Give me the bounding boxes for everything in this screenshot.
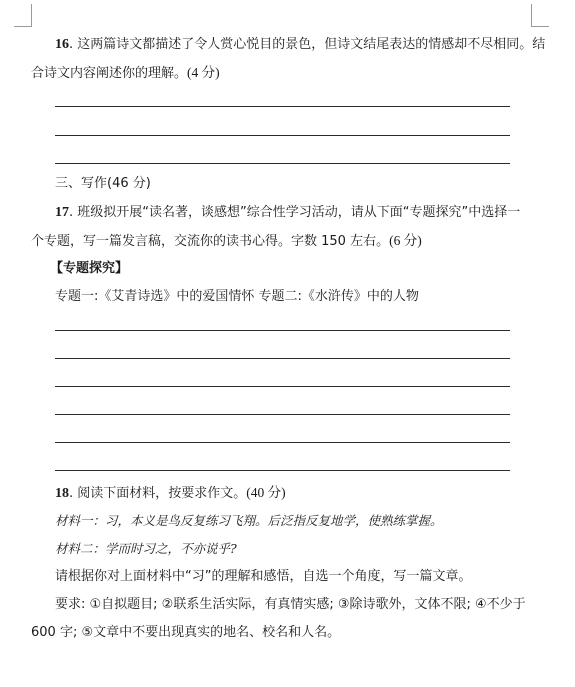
topic-box-title: 【专题探究】: [50, 261, 129, 276]
answer-line[interactable]: [55, 470, 510, 471]
material-text: 材料二：学而时习之，不亦说乎?: [55, 541, 237, 556]
answer-line[interactable]: [55, 163, 510, 164]
question-text: . 阅读下面材料，按要求作文。: [69, 486, 247, 501]
question-number: 18: [55, 486, 69, 501]
question-17-line-1: [55, 203, 545, 223]
answer-line[interactable]: [55, 358, 510, 359]
answer-line[interactable]: [55, 106, 510, 107]
question-17-line-2: [31, 231, 545, 252]
page-corner-mark-top-left: [31, 4, 32, 26]
material-text: 材料一：习，本义是鸟反复练习飞翔。后泛指反复地学，使熟练掌握。: [55, 513, 443, 528]
question-points: (40 分): [246, 485, 286, 500]
material-2: [55, 539, 545, 560]
question-text: . 班级拟开展“读名著，谈感想”综合性学习活动，请从下面“专题探究”中选择一: [69, 205, 521, 220]
requirements-line-1: 要求: ①自拟题目; ②联系生活实际，有真情实感; ③除诗歌外，文体不限; ④不少于: [55, 597, 526, 612]
question-16-line-1: [55, 35, 545, 55]
page-corner-mark-top-right: [531, 26, 549, 27]
question-text: . 这两篇诗文都描述了令人赏心悦目的景色，但诗文结尾表达的情感却不尽相同。结: [69, 37, 546, 52]
question-points: (4 分): [187, 65, 220, 80]
question-points: (6 分): [389, 233, 422, 248]
page-corner-mark-top-right: [531, 4, 532, 26]
question-number: 17: [55, 205, 69, 220]
requirements-line-2: 600 字; ⑤文章中不要出现真实的地名、校名和人名。: [31, 625, 341, 640]
answer-line[interactable]: [55, 442, 510, 443]
writing-instruction: 请根据你对上面材料中“习”的理解和感悟，自选一个角度，写一篇文章。: [55, 569, 472, 584]
answer-line[interactable]: [55, 386, 510, 387]
material-1: [55, 511, 545, 532]
page-corner-mark-top-left: [14, 26, 32, 27]
section-heading: 三、写作(46 分): [55, 176, 151, 191]
question-text: 个专题，写一篇发言稿，交流你的读书心得。字数 150 左右。: [31, 234, 390, 249]
answer-line[interactable]: [55, 414, 510, 415]
question-16-line-2: [31, 63, 545, 84]
question-text: 合诗文内容阐述你的理解。: [31, 66, 188, 81]
topic-list: 专题一:《艾青诗选》中的爱国情怀 专题二:《水浒传》中的人物: [55, 289, 419, 304]
answer-line[interactable]: [55, 135, 510, 136]
answer-line[interactable]: [55, 330, 510, 331]
question-18-line-1: [55, 483, 545, 504]
question-number: 16: [55, 37, 69, 52]
